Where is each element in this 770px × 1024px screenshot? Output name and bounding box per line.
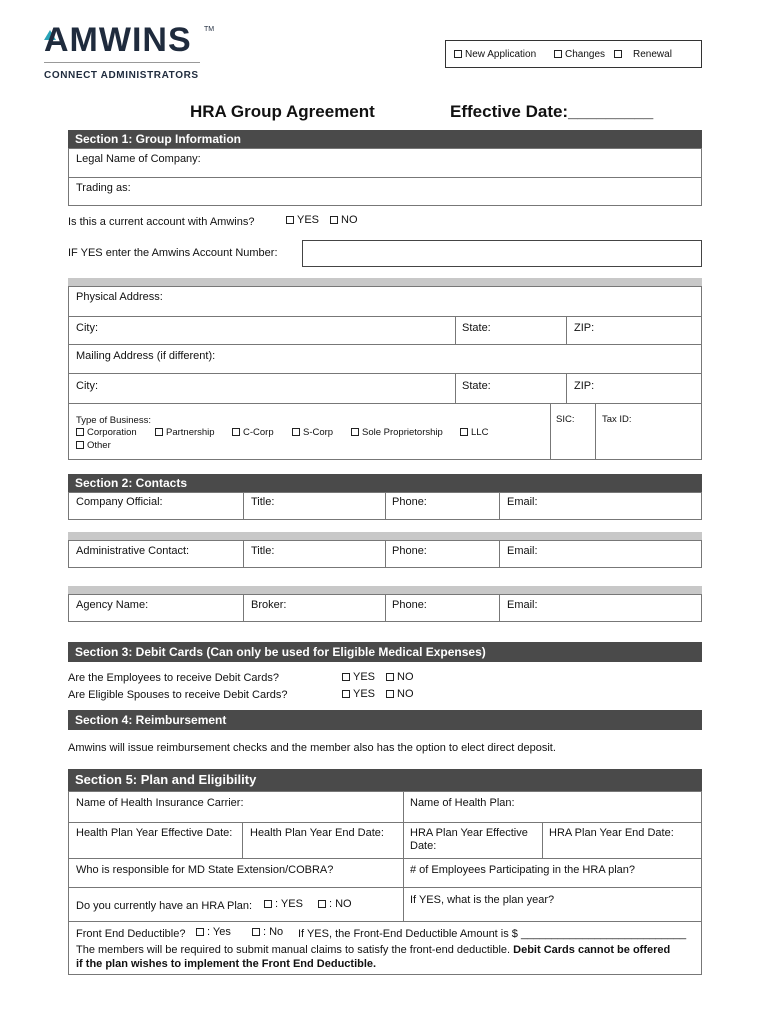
fed-question: Front End Deductible?	[76, 928, 186, 940]
checkbox-icon[interactable]	[460, 428, 468, 436]
divider	[68, 921, 702, 922]
fed-no-option[interactable]: : No	[252, 926, 283, 938]
broker-label: Broker:	[251, 599, 287, 611]
divider	[68, 822, 702, 823]
hra-plan-question: Do you currently have an HRA Plan:	[76, 900, 253, 912]
checkbox-icon[interactable]	[386, 673, 394, 681]
title-label: Title:	[251, 496, 275, 508]
logo-tm: TM	[204, 26, 215, 33]
type-c-corp[interactable]: C-Corp	[232, 427, 274, 438]
health-plan-label: Name of Health Plan:	[410, 797, 515, 809]
admin-phone-label: Phone:	[392, 545, 427, 557]
account-number-input[interactable]	[302, 240, 702, 267]
divider	[68, 316, 702, 317]
gray-band	[68, 278, 702, 286]
section-1-header: Section 1: Group Information	[68, 130, 702, 148]
fed-note: The members will be required to submit manual claims to satisfy the front-end deductible. Debit Cards cannot be offered if the plan wishes to implement the Front End Deductible.	[76, 944, 671, 970]
divider	[243, 594, 244, 622]
logo-subtitle: CONNECT ADMINISTRATORS	[44, 70, 199, 81]
type-partnership[interactable]: Partnership	[155, 427, 215, 438]
gray-band	[68, 586, 702, 594]
legal-name-label: Legal Name of Company:	[76, 153, 201, 165]
checkbox-icon[interactable]	[76, 441, 84, 449]
checkbox-icon[interactable]	[232, 428, 240, 436]
carrier-label: Name of Health Insurance Carrier:	[76, 797, 244, 809]
option-changes[interactable]: Changes	[554, 49, 605, 60]
mailing-state-label: State:	[462, 380, 491, 392]
cobra-label: Who is responsible for MD State Extension/COBRA?	[76, 864, 334, 876]
checkbox-icon[interactable]	[318, 900, 326, 908]
sic-label: SIC:	[556, 414, 575, 425]
admin-email-label: Email:	[507, 545, 538, 557]
divider	[455, 373, 456, 403]
checkbox-icon[interactable]	[330, 216, 338, 224]
divider	[385, 492, 386, 520]
divider	[68, 373, 702, 374]
section-3-header: Section 3: Debit Cards (Can only be used for Eligible Medical Expenses)	[68, 642, 702, 662]
current-no-option[interactable]: NO	[330, 214, 358, 226]
phone-label: Phone:	[392, 496, 427, 508]
fed-amount-field[interactable]: If YES, the Front-End Deductible Amount is $ ___________________________	[298, 928, 687, 940]
type-llc[interactable]: LLC	[460, 427, 488, 438]
hra-no-option[interactable]: : NO	[318, 898, 352, 910]
hp-effective-label: Health Plan Year Effective Date:	[76, 827, 233, 839]
section-2-header: Section 2: Contacts	[68, 474, 702, 492]
divider	[595, 403, 596, 460]
agency-name-label: Agency Name:	[76, 599, 149, 611]
type-s-corp[interactable]: S-Corp	[292, 427, 333, 438]
agency-email-label: Email:	[507, 599, 538, 611]
checkbox-icon[interactable]	[554, 50, 562, 58]
spouses-no-option[interactable]: NO	[386, 688, 414, 700]
mailing-address-label: Mailing Address (if different):	[76, 350, 216, 362]
option-renewal[interactable]: Renewal	[614, 49, 672, 60]
state-label: State:	[462, 322, 491, 334]
plan-year-question: If YES, what is the plan year?	[410, 894, 555, 906]
type-corporation[interactable]: Corporation	[76, 427, 137, 438]
divider	[243, 540, 244, 568]
divider	[68, 403, 702, 404]
divider	[403, 791, 404, 921]
effective-date[interactable]: Effective Date:_________	[450, 102, 654, 121]
hra-effective-label: HRA Plan Year Effective Date:	[410, 827, 528, 852]
divider	[455, 316, 456, 344]
current-account-question: Is this a current account with Amwins?	[68, 216, 255, 228]
account-number-label: IF YES enter the Amwins Account Number:	[68, 247, 278, 259]
checkbox-icon[interactable]	[351, 428, 359, 436]
divider	[68, 858, 702, 859]
reimbursement-text: Amwins will issue reimbursement checks and the member also has the option to elect direct deposit.	[68, 742, 556, 754]
employees-no-option[interactable]: NO	[386, 671, 414, 683]
checkbox-icon[interactable]	[155, 428, 163, 436]
checkbox-icon[interactable]	[614, 50, 622, 58]
business-type-label: Type of Business:	[76, 415, 151, 426]
application-type-box	[445, 40, 702, 68]
employees-yes-option[interactable]: YES	[342, 671, 375, 683]
page-title: HRA Group Agreement	[190, 102, 375, 121]
hra-end-label: HRA Plan Year End Date:	[549, 827, 674, 839]
trading-as-label: Trading as:	[76, 182, 131, 194]
current-yes-option[interactable]: YES	[286, 214, 319, 226]
divider	[499, 492, 500, 520]
checkbox-icon[interactable]	[252, 928, 260, 936]
email-label: Email:	[507, 496, 538, 508]
checkbox-icon[interactable]	[454, 50, 462, 58]
divider	[68, 177, 702, 178]
company-official-label: Company Official:	[76, 496, 163, 508]
checkbox-icon[interactable]	[292, 428, 300, 436]
hra-yes-option[interactable]: : YES	[264, 898, 303, 910]
city-label: City:	[76, 322, 98, 334]
fed-yes-option[interactable]: : Yes	[196, 926, 231, 938]
divider	[542, 822, 543, 858]
divider	[566, 316, 567, 344]
type-sole-proprietorship[interactable]: Sole Proprietorship	[351, 427, 443, 438]
divider	[243, 492, 244, 520]
divider	[68, 887, 702, 888]
divider	[499, 594, 500, 622]
checkbox-icon[interactable]	[386, 690, 394, 698]
mailing-zip-label: ZIP:	[574, 380, 595, 392]
checkbox-icon[interactable]	[286, 216, 294, 224]
logo-divider	[44, 62, 200, 63]
num-employees-label: # of Employees Participating in the HRA plan?	[410, 864, 636, 876]
divider	[499, 540, 500, 568]
checkbox-icon[interactable]	[342, 673, 350, 681]
divider	[566, 373, 567, 403]
debit-spouses-question: Are Eligible Spouses to receive Debit Cards?	[68, 689, 288, 701]
checkbox-icon[interactable]	[196, 928, 204, 936]
gray-band	[68, 532, 702, 540]
checkbox-icon[interactable]	[76, 428, 84, 436]
type-other[interactable]: Other	[76, 440, 111, 451]
logo-wordmark: AMWINS	[44, 21, 192, 59]
admin-contact-label: Administrative Contact:	[76, 545, 190, 557]
divider	[385, 594, 386, 622]
debit-employees-question: Are the Employees to receive Debit Cards?	[68, 672, 279, 684]
divider	[242, 822, 243, 858]
section-4-header: Section 4: Reimbursement	[68, 710, 702, 730]
hp-end-label: Health Plan Year End Date:	[250, 827, 384, 839]
zip-label: ZIP:	[574, 322, 595, 334]
tax-id-label: Tax ID:	[602, 414, 632, 425]
divider	[550, 403, 551, 460]
agency-phone-label: Phone:	[392, 599, 427, 611]
divider	[385, 540, 386, 568]
checkbox-icon[interactable]	[264, 900, 272, 908]
admin-title-label: Title:	[251, 545, 275, 557]
checkbox-icon[interactable]	[342, 690, 350, 698]
spouses-yes-option[interactable]: YES	[342, 688, 375, 700]
mailing-city-label: City:	[76, 380, 98, 392]
physical-address-label: Physical Address:	[76, 291, 163, 303]
divider	[68, 344, 702, 345]
option-new-application[interactable]: New Application	[454, 49, 536, 60]
section-5-header: Section 5: Plan and Eligibility	[68, 769, 702, 791]
